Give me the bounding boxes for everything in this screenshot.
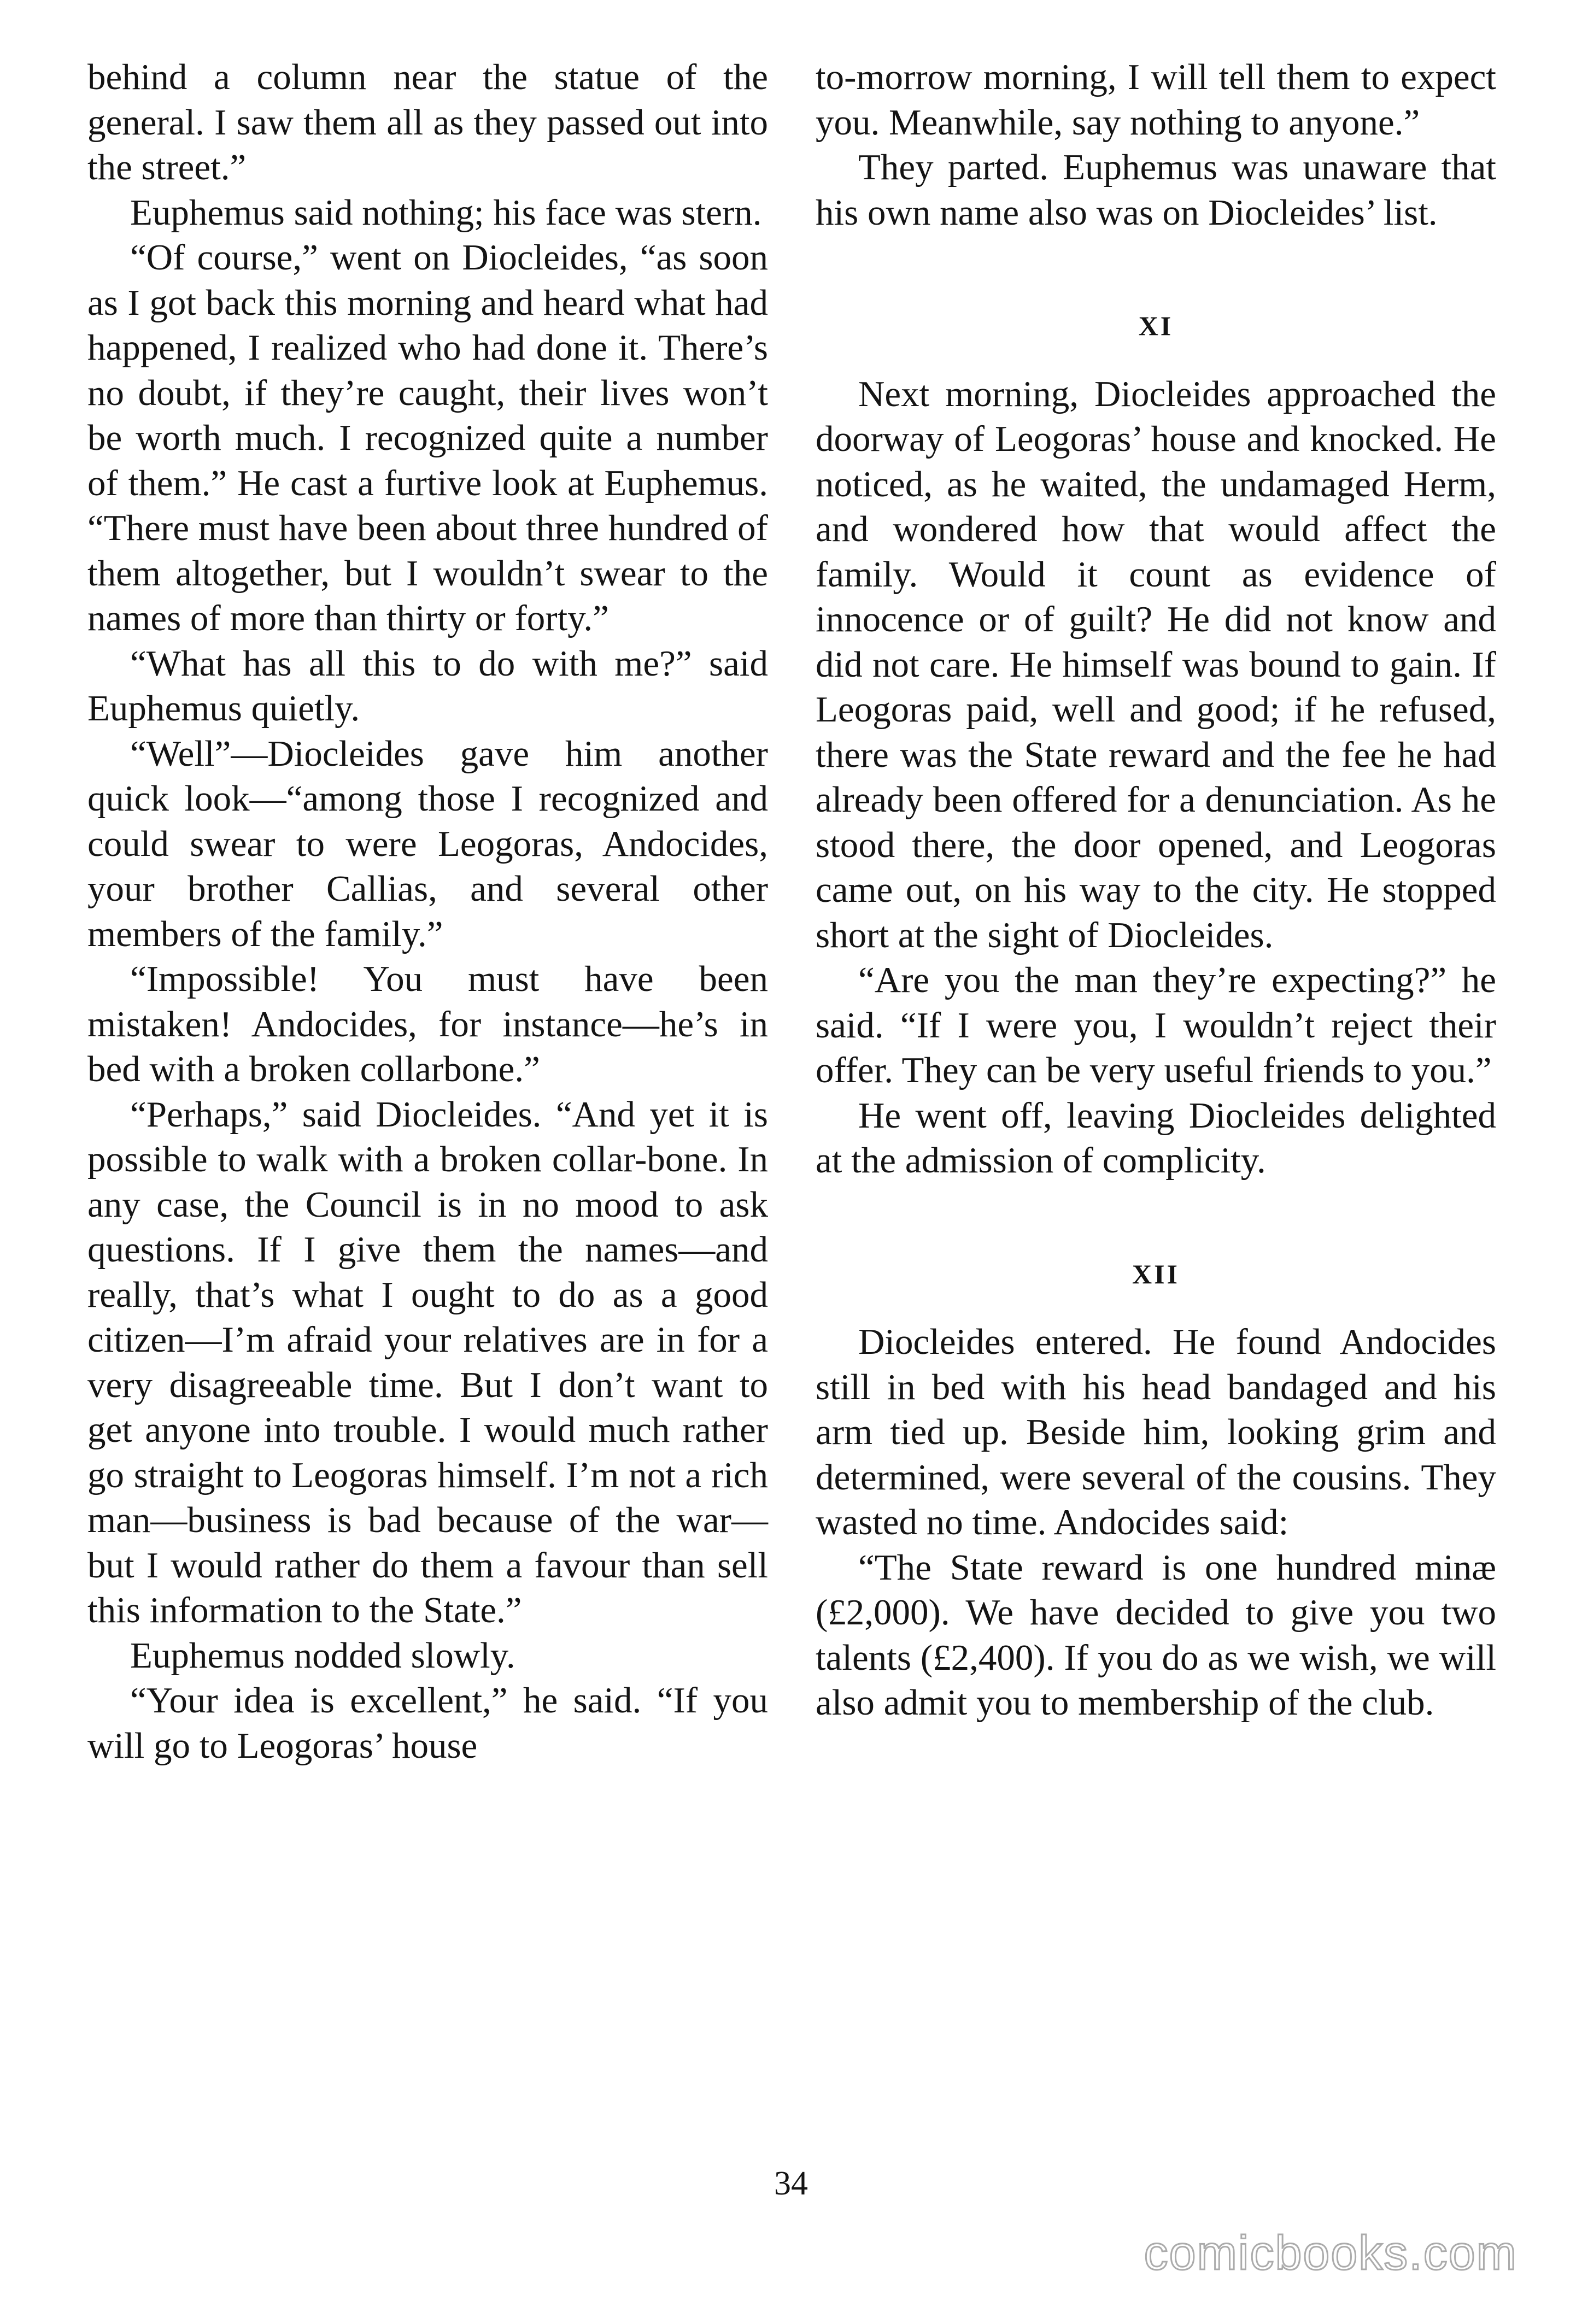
- paragraph: “What has all this to do with me?” said Euphemus quietly.: [87, 643, 768, 729]
- paragraph: behind a column near the statue of the general. I saw them all as they passed out into the street.”: [87, 57, 768, 187]
- right-text-column: [816, 55, 1496, 1726]
- paragraph: They parted. Euphemus was unaware that his own name also was on Diocleides’ list.: [816, 147, 1496, 233]
- section-heading-xii: XII: [1132, 1258, 1180, 1289]
- paragraph: Euphemus said nothing; his face was stern.: [130, 192, 762, 233]
- paragraph: “Well”—Diocleides gave him another quick look—“among those I recognized and could swear to were Leogoras, Andocides, your brother Callias, and several other members of the family.”: [87, 733, 768, 954]
- paragraph: to-morrow morning, I will tell them to expect you. Meanwhile, say nothing to anyone.”: [816, 57, 1496, 143]
- paragraph: “Your idea is excellent,” he said. “If you will go to Leogoras’ house: [87, 1680, 768, 1766]
- section-spacer: [816, 349, 1496, 372]
- paragraph: “Perhaps,” said Diocleides. “And yet it is possible to walk with a broken collar-bone. In any case, the Council is in no mood to ask questions. If I give them the names—and really, that’s what I ought to do as a good citizen—I’m afraid your relatives are in for a very disagreeable time. But I don’t want to get anyone into trouble. I would much rather go straight to Leogoras himself. I’m not a rich man—business is bad because of the war—but I would rather do them a favour than sell this information to the State.”: [87, 1094, 768, 1630]
- paragraph: Next morning, Diocleides approached the doorway of Leogoras’ house and knocked. He noticed, as he waited, the undamaged Herm, and wondered how that would affect the family. Would it count as evidence of innocence or of guilt? He did not know and did not care. He himself was bound to gain. If Leogoras paid, well and good; if he refused, there was the State reward and the fee he had already been offered for a denunciation. As he stood there, the door opened, and Leogoras came out, on his way to the city. He stopped short at the sight of Diocleides.: [816, 373, 1496, 955]
- section-spacer: [816, 1183, 1496, 1252]
- paragraph: Euphemus nodded slowly.: [130, 1635, 515, 1676]
- left-text-column: [87, 55, 768, 1768]
- section-heading-xi: XI: [1138, 310, 1174, 341]
- page-number: 34: [774, 2165, 808, 2202]
- section-spacer: [816, 235, 1496, 303]
- paragraph: “Of course,” went on Diocleides, “as soon as I got back this morning and heard what had happened, I realized who had done it. There’s no doubt, if they’re caught, their lives won’t be worth much. I recognized quite a number of them.” He cast a furtive look at Euphemus. “There must have been about three hundred of them altogether, but I wouldn’t swear to the names of more than thirty or forty.”: [87, 237, 768, 638]
- paragraph: “The State reward is one hundred minæ (£2,000). We have decided to give you two talents (£2,400). If you do as we wish, we will also admit you to membership of the club.: [816, 1547, 1496, 1723]
- paragraph: “Impossible! You must have been mistaken! Andocides, for instance—he’s in bed with a broken collarbone.”: [87, 959, 768, 1089]
- paragraph: “Are you the man they’re expecting?” he said. “If I were you, I wouldn’t reject their offer. They can be very useful friends to you.”: [816, 960, 1496, 1090]
- section-spacer: [816, 1296, 1496, 1319]
- watermark: comicbooks.com: [1144, 2226, 1517, 2280]
- paragraph: He went off, leaving Diocleides delighted at the admission of complicity.: [816, 1095, 1496, 1181]
- paragraph: Diocleides entered. He found Andocides still in bed with his head bandaged and his arm tied up. Beside him, looking grim and determined, were several of the cousins. They wasted no time. Andocides said:: [816, 1322, 1496, 1542]
